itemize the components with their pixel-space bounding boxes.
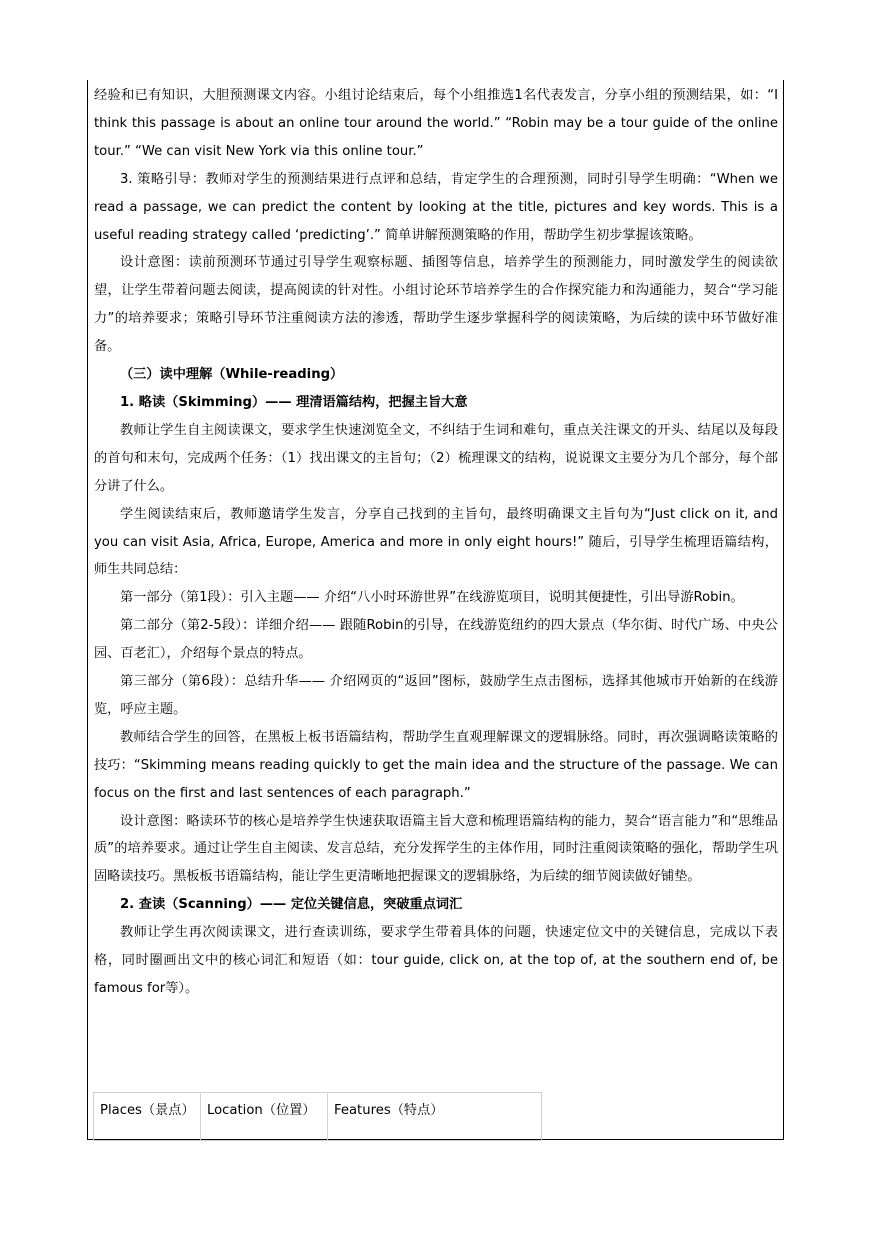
paragraph-part-one: 第一部分（第1段）：引入主题—— 介绍“八小时环游世界”在线游览项目，说明其便捷性，引出导游Robin。 <box>120 590 744 606</box>
heading-while-reading: （三）读中理解（While-reading） <box>120 367 344 383</box>
paragraph-design-intent-prereading: 设计意图：读前预测环节通过引导学生观察标题、插图等信息，培养学生的预测能力，同时激发学生的阅读欲望，让学生带着问题去阅读，提高阅读的针对性。小组讨论环节培养学生的合作探究能力和沟通能力，契合“学习能力”的培养要求；策略引导环节注重阅读方法的渗透，帮助学生逐步掌握科学的阅读策略，为后续的读中环节做好准备。 <box>94 255 778 355</box>
table-header-row <box>94 1093 542 1141</box>
paragraph-main-idea: 学生阅读结束后，教师邀请学生发言，分享自己找到的主旨句，最终明确课文主旨句为“Just click on it, and you can visit Asia, Africa, Europe, America and more in only eight hours!” 随后，引导学生梳理语篇结构，师生共同总结： <box>94 506 778 578</box>
heading-scanning: 2. 查读（Scanning）—— 定位关键信息，突破重点词汇 <box>120 897 463 913</box>
table-header-places: Places（景点） <box>94 1093 201 1141</box>
paragraph-skimming-tips: 教师结合学生的回答，在黑板上板书语篇结构，帮助学生直观理解课文的逻辑脉络。同时，再次强调略读策略的技巧：“Skimming means reading quickly to get the main idea and the structure of the passage. We can focus on the first and last sentences of each paragraph.” <box>94 729 778 801</box>
paragraph-design-intent-skimming: 设计意图：略读环节的核心是培养学生快速获取语篇主旨大意和梳理语篇结构的能力，契合“语言能力”和“思维品质”的培养要求。通过让学生自主阅读、发言总结，充分发挥学生的主体作用，同时注重阅读策略的强化，帮助学生巩固略读技巧。黑板板书语篇结构，能让学生更清晰地把握课文的逻辑脉络，为后续的细节阅读做好铺垫。 <box>94 813 778 885</box>
heading-skimming: 1. 略读（Skimming）—— 理清语篇结构，把握主旨大意 <box>120 394 468 410</box>
scanning-table <box>93 1092 542 1141</box>
paragraph-skimming-task: 教师让学生自主阅读课文，要求学生快速浏览全文，不纠结于生词和难句，重点关注课文的开头、结尾以及每段的首句和末句，完成两个任务：（1）找出课文的主旨句；（2）梳理课文的结构，说说课文主要分为几个部分，每个部分讲了什么。 <box>94 422 778 494</box>
table-header-features: Features（特点） <box>328 1093 542 1141</box>
paragraph-scanning-task: 教师让学生再次阅读课文，进行查读训练，要求学生带着具体的问题，快速定位文中的关键信息，完成以下表格，同时圈画出文中的核心词汇和短语（如：tour guide, click on, at the top of, at the southern end of, be famous for等）。 <box>94 925 778 996</box>
paragraph-strategy-guidance: 3. 策略引导：教师对学生的预测结果进行点评和总结，肯定学生的合理预测，同时引导学生明确：“When we read a passage, we can predict the content by looking at the title, pictures and key words. This is a useful reading strategy called ‘predicting’.” 简单讲解预测策略的作用，帮助学生初步掌握该策略。 <box>94 171 778 243</box>
table-header-location: Location（位置） <box>201 1093 328 1141</box>
document-body <box>94 82 778 1003</box>
paragraph-prediction-examples: 经验和已有知识，大胆预测课文内容。小组讨论结束后，每个小组推选1名代表发言，分享小组的预测结果，如：“I think this passage is about an online tour around the world.” “Robin may be a tour guide of the online tour.” “We can visit New York via this online tour.” <box>94 88 778 159</box>
paragraph-part-three: 第三部分（第6段）：总结升华—— 介绍网页的“返回”图标，鼓励学生点击图标，选择其他城市开始新的在线游览，呼应主题。 <box>94 674 778 717</box>
paragraph-part-two: 第二部分（第2-5段）：详细介绍—— 跟随Robin的引导，在线游览纽约的四大景点（华尔街、时代广场、中央公园、百老汇），介绍每个景点的特点。 <box>94 618 778 662</box>
